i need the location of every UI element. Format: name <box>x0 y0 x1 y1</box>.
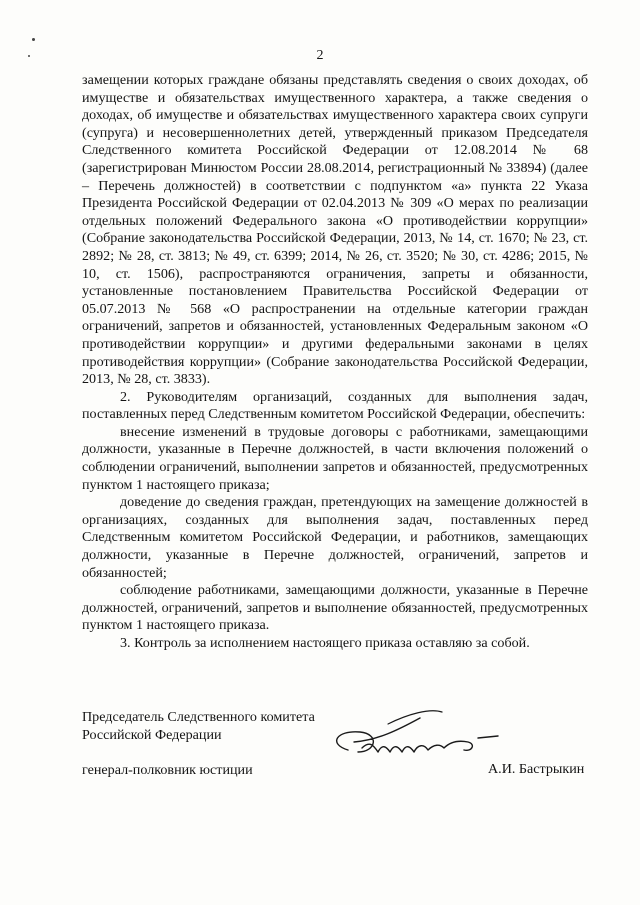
signatory-name: А.И. Бастрыкин <box>488 761 585 777</box>
paragraph-continuation: замещении которых граждане обязаны представлять сведения о своих доходах, об имуществе и обязательствах имущественного характера, а также сведения о доходах, об имуществе и обязательствах имущественного характера своих супруги (супруга) и несовершеннолетних детей, утвержденный приказом Председателя Следственного комитета Российской Федерации от 12.08.2014 № 68 (зарегистрирован Минюстом России 28.08.2014, регистрационный № 33894) (далее – Перечень должностей) в соответствии с подпунктом «а» пункта 22 Указа Президента Российской Федерации от 02.04.2013 № 309 «О мерах по реализации отдельных положений Федерального закона «О противодействии коррупции» (Собрание законодательства Российской Федерации, 2013, № 14, ст. 1670; № 23, ст. 2892; № 28, ст. 3813; № 49, ст. 6399; 2014, № 26, ст. 3520; № 30, ст. 4286; 2015, № 10, ст. 1506), распространяются ограничения, запреты и обязанности, установленные постановлением Правительства Российской Федерации от 05.07.2013 № 568 «О распространении на отдельные категории граждан ограничений, запретов и обязанностей, установленных Федеральным законом «О противодействии коррупции» и другими федеральными законами в целях противодействия коррупции» (Собрание законодательства Российской Федерации, 2013, № 28, ст. 3833). <box>82 72 588 388</box>
handwritten-signature <box>318 700 518 770</box>
signatory-rank: генерал-полковник юстиции <box>82 762 253 778</box>
signatory-title <box>82 708 315 744</box>
body-text <box>82 72 588 653</box>
paragraph-item-2: 2. Руководителям организаций, созданных для выполнения задач, поставленных перед Следственным комитетом Российской Федерации, обеспечить: <box>82 388 588 423</box>
signatory-title-line-2: Российской Федерации <box>82 727 222 743</box>
paragraph-subitem-contracts: внесение изменений в трудовые договоры с работниками, замещающими должности, указанные в Перечне должностей, в части включения положений о соблюдении ограничений, выполнении запретов и обязанностей, предусмотренных пунктом 1 настоящего приказа; <box>82 423 588 493</box>
scan-speck <box>32 38 35 41</box>
paragraph-subitem-informing: доведение до сведения граждан, претендующих на замещение должностей в организациях, созданных для выполнения задач, поставленных перед Следственным комитетом Российской Федерации, и работников, замещающих должности, указанные в Перечне должностей, ограничений, запретов и обязанностей; <box>82 494 588 581</box>
page-number: 2 <box>316 48 324 63</box>
signatory-title-line-1: Председатель Следственного комитета <box>82 709 315 725</box>
paragraph-item-3: 3. Контроль за исполнением настоящего приказа оставляю за собой. <box>120 635 530 651</box>
paragraph-subitem-compliance: соблюдение работниками, замещающими должности, указанные в Перечне должностей, ограничений, запретов и выполнение обязанностей, предусмотренных пунктом 1 настоящего приказа. <box>82 582 588 634</box>
